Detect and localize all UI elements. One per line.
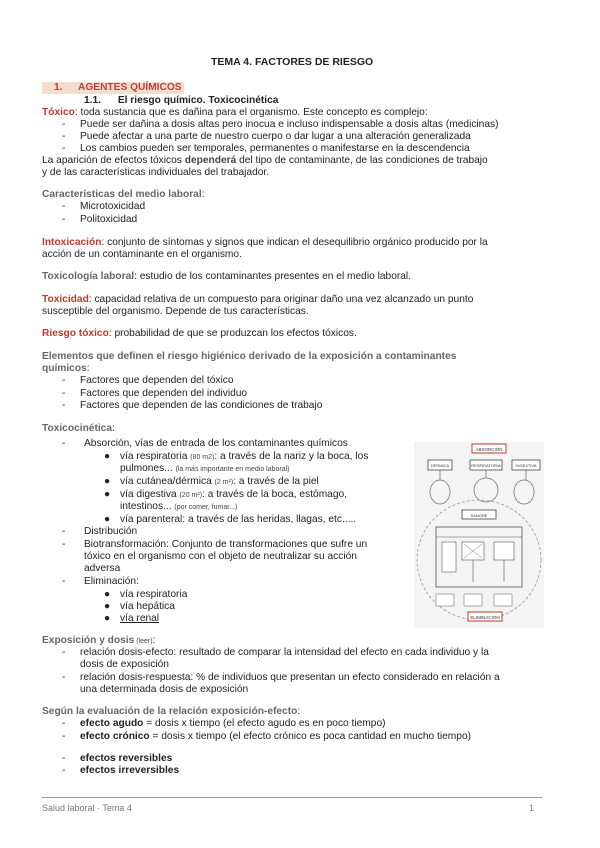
paragraph: acción de un contaminante en el organismo. — [42, 249, 242, 260]
list-item-text: Los cambios pueden ser temporales, permanentes o manifestarse en la descendencia — [80, 143, 470, 154]
footer-rule — [42, 797, 542, 798]
list-item-text: Puede afectar a una parte de nuestro cuerpo o dar lugar a una alteración generalizada — [80, 131, 471, 142]
page-title: TEMA 4. FACTORES DE RIESGO — [211, 56, 374, 68]
list-item: - — [62, 119, 66, 130]
via-cutanea: vía cutánea/dérmica (2 m²): a través de la piel — [120, 476, 319, 487]
via-digestiva-line2: intestinos... (por comer, fumar...) — [120, 501, 238, 512]
list-item: - — [62, 765, 66, 776]
elementos-heading: Elementos que definen el riesgo higiénico derivado de la exposición a contaminantes — [42, 351, 457, 362]
subsection-heading: 1.1. El riesgo químico. Toxicocinética — [84, 95, 279, 106]
list-item-text: tóxico en el organismo con el objeto de neutralizar su acción — [84, 551, 357, 562]
bullet: ● — [104, 589, 111, 600]
toxicocinetica-heading: Toxicocinética: — [42, 423, 115, 434]
list-item: - — [62, 438, 66, 449]
bullet: ● — [104, 476, 111, 487]
list-item-text: Factores que dependen del tóxico — [80, 375, 234, 386]
list-item-text: vía respiratoria — [120, 589, 188, 600]
via-respiratoria-line2: pulmones... (la más importante en medio laboral) — [120, 463, 290, 474]
toxicologia-laboral-definition: Toxicología laboral: estudio de los contaminantes presentes en el medio laboral. — [42, 271, 412, 282]
section-heading: 1. AGENTES QUÍMICOS — [42, 82, 184, 94]
paragraph: La aparición de efectos tóxicos dependerá del tipo de contaminante, de las condiciones de trabajo — [42, 155, 488, 166]
footer-text: Salud laboral · Tema 4 — [42, 803, 132, 813]
list-item: - — [62, 753, 66, 764]
list-item: - — [62, 388, 66, 399]
list-item-text: Biotransformación: Conjunto de transformaciones que sufre un — [84, 539, 368, 550]
diagram-label-eliminacion: ELIMINACIÓN — [470, 615, 500, 620]
list-item-text: Factores que dependen del individuo — [80, 388, 248, 399]
list-item: - — [62, 400, 66, 411]
list-item: - — [62, 214, 66, 225]
list-item-text: Puede ser dañina a dosis altas pero inocua e incluso indispensable a dosis altas (medicinas) — [80, 119, 499, 130]
bullet: ● — [104, 613, 111, 624]
diagram-label-sangre: SANGRE — [470, 513, 488, 518]
evaluacion-heading: Según la evaluación de la relación exposición-efecto: — [42, 706, 301, 717]
bullet: ● — [104, 514, 111, 525]
list-item: - — [62, 576, 66, 587]
list-item-text: adversa — [84, 563, 121, 574]
list-item-text: relación dosis-respuesta: % de individuos que presentan un efecto considerado en relación a — [80, 672, 500, 683]
via-respiratoria: vía respiratoria (80 m2): a través de la nariz y la boca, los — [120, 451, 369, 462]
toxico-definition: Tóxico: toda sustancia que es dañina para el organismo. Este concepto es complejo: — [42, 107, 428, 118]
bullet: ● — [104, 489, 111, 500]
paragraph: susceptible del organismo. Depende de tus características. — [42, 306, 309, 317]
efecto-agudo: efecto agudo = dosis x tiempo (el efecto agudo es en poco tiempo) — [80, 718, 386, 729]
efectos-reversibles: efectos reversibles — [80, 753, 173, 764]
via-digestiva: vía digestiva (20 m²): a través de la boca, estómago, — [120, 489, 348, 500]
list-item-text: una determinada dosis de exposición — [80, 684, 249, 695]
bullet: ● — [104, 601, 111, 612]
list-item: - — [62, 201, 66, 212]
list-item: - — [62, 731, 66, 742]
diagram-label-digestiva: DIGESTIVA — [515, 463, 537, 468]
list-item-text: vía renal — [120, 613, 160, 624]
toxicidad-definition: Toxicidad: capacidad relativa de un compuesto para originar daño una vez alcanzado un punto — [42, 294, 474, 305]
list-item: - — [62, 718, 66, 729]
exposicion-heading: Exposición y dosis (leer): — [42, 635, 156, 646]
list-item-text: Distribución — [84, 526, 138, 537]
list-item-text: Absorción, vías de entrada de los contaminantes químicos — [84, 438, 348, 449]
diagram-label-absorcion: ABSORCIÓN — [475, 447, 503, 452]
bullet: ● — [104, 451, 111, 462]
list-item: - — [62, 375, 66, 386]
efecto-cronico: efecto crónico = dosis x tiempo (el efecto crónico es poca cantidad en mucho tiempo) — [80, 731, 471, 742]
diagram-label-respiratoria: RESPIRATORIA — [471, 463, 501, 468]
list-item-text: vía hepática — [120, 601, 175, 612]
list-item-text: dosis de exposición — [80, 659, 169, 670]
diagram-label-dermica: DÉRMICA — [430, 463, 450, 468]
list-item: - — [62, 539, 66, 550]
list-item: - — [62, 672, 66, 683]
riesgo-toxico-definition: Riesgo tóxico: probabilidad de que se produzcan los efectos tóxicos. — [42, 328, 357, 339]
list-item: - — [62, 526, 66, 537]
heading-caracteristicas: Características del medio laboral: — [42, 189, 205, 200]
paragraph: y de las características individuales del trabajador. — [42, 167, 270, 178]
list-item-text: Eliminación: — [84, 576, 139, 587]
list-item: - — [62, 131, 66, 142]
elementos-heading-line2: químicos: — [42, 363, 90, 374]
intoxicacion-definition: Intoxicación: conjunto de síntomas y signos que indican el desequilibrio orgánico producido por la — [42, 237, 488, 248]
list-item: - — [62, 143, 66, 154]
efectos-irreversibles: efectos irreversibles — [80, 765, 180, 776]
toxicokinetics-diagram — [414, 442, 544, 628]
via-parenteral: vía parenteral: a través de las heridas, llagas, etc..... — [120, 514, 357, 525]
page-number: 1 — [529, 803, 535, 813]
list-item-text: Microtoxicidad — [80, 201, 146, 212]
list-item-text: Factores que dependen de las condiciones de trabajo — [80, 400, 323, 411]
list-item-text: Politoxicidad — [80, 214, 138, 225]
list-item-text: relación dosis-efecto: resultado de comparar la intensidad del efecto en cada individuo y la — [80, 647, 489, 658]
list-item: - — [62, 647, 66, 658]
